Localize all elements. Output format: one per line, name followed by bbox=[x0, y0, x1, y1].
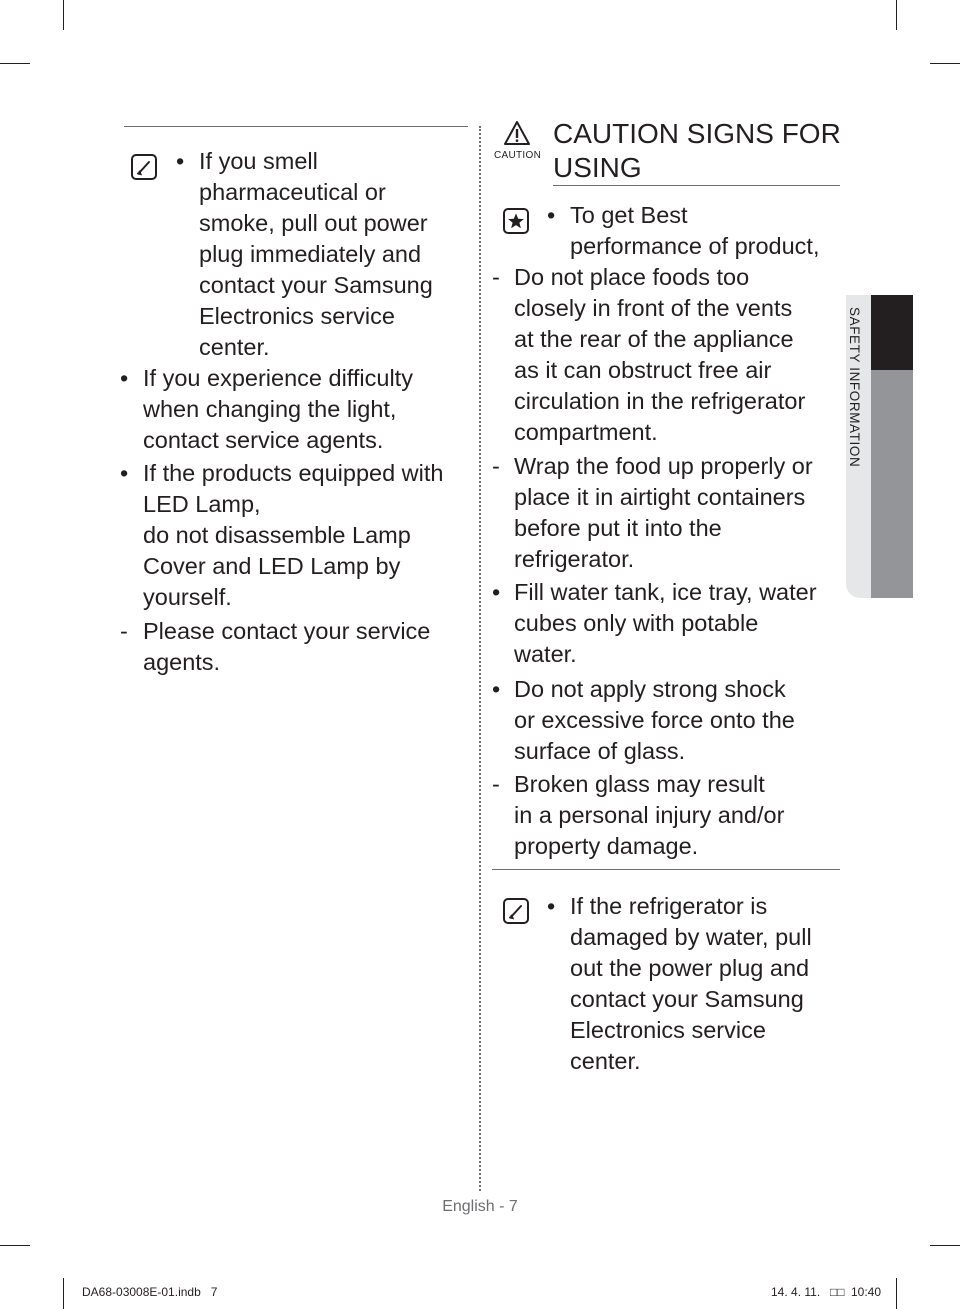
bullet-text-line: Do not apply strong shock bbox=[514, 676, 786, 702]
note-icon bbox=[131, 154, 157, 180]
bullet-glyph: • bbox=[176, 148, 185, 174]
note-text-line: contact your Samsung bbox=[199, 272, 433, 298]
crop-mark bbox=[0, 1245, 30, 1246]
dash-text-line: Wrap the food up properly or bbox=[514, 453, 813, 479]
bullet-text-line: Fill water tank, ice tray, water bbox=[514, 579, 817, 605]
star-icon bbox=[503, 208, 529, 234]
bullet-text-line: when changing the light, bbox=[143, 396, 397, 422]
note-text-line: Electronics service bbox=[570, 1017, 766, 1043]
bullet-text-line: surface of glass. bbox=[514, 738, 686, 764]
bullet-text-line: Cover and LED Lamp by bbox=[143, 553, 401, 579]
note-text-line: contact your Samsung bbox=[570, 986, 804, 1012]
caution-label: CAUTION bbox=[494, 150, 542, 161]
bullet-glyph: • bbox=[547, 893, 556, 919]
dash-text-line: in a personal injury and/or bbox=[514, 802, 785, 828]
heading-rule bbox=[553, 185, 840, 186]
dash-text-line: property damage. bbox=[514, 833, 699, 859]
dash-text-line: Please contact your service bbox=[143, 618, 431, 644]
bullet-glyph: • bbox=[120, 365, 129, 391]
left-top-rule bbox=[124, 126, 468, 127]
note-text-line: center. bbox=[199, 334, 270, 360]
bullet-glyph: • bbox=[492, 676, 501, 702]
dash-glyph: - bbox=[492, 264, 500, 290]
note-text-line: If the refrigerator is bbox=[570, 893, 768, 919]
side-tab-grey-block bbox=[871, 370, 913, 598]
crop-mark bbox=[63, 0, 64, 30]
dash-glyph: - bbox=[120, 618, 128, 644]
note-text-line: Electronics service bbox=[199, 303, 395, 329]
note-text-line: out the power plug and bbox=[570, 955, 810, 981]
bullet-text-line: do not disassemble Lamp bbox=[143, 522, 411, 548]
crop-mark bbox=[896, 1278, 897, 1309]
page-number: English - 7 bbox=[442, 1198, 518, 1215]
dash-text-line: Broken glass may result bbox=[514, 771, 765, 797]
bullet-text-line: If you experience difficulty bbox=[143, 365, 413, 391]
column-divider bbox=[479, 126, 481, 1191]
section-rule bbox=[492, 869, 840, 870]
note-text-line: damaged by water, pull bbox=[570, 924, 812, 950]
bullet-glyph: • bbox=[120, 460, 129, 486]
slug-date: 14. 4. 11. bbox=[771, 1285, 821, 1299]
bullet-text-line: water. bbox=[514, 641, 577, 667]
caution-triangle-icon bbox=[503, 120, 531, 146]
bullet-glyph: • bbox=[492, 579, 501, 605]
crop-mark bbox=[63, 1278, 64, 1309]
dash-text-line: circulation in the refrigerator bbox=[514, 388, 806, 414]
side-tab-label: SAFETY INFORMATION bbox=[847, 307, 862, 468]
bullet-text-line: yourself. bbox=[143, 584, 232, 610]
slug-marks: □□ bbox=[830, 1285, 845, 1299]
dash-text-line: place it in airtight containers bbox=[514, 484, 806, 510]
crop-mark bbox=[0, 63, 30, 64]
dash-glyph: - bbox=[492, 453, 500, 479]
dash-glyph: - bbox=[492, 771, 500, 797]
slug-time: 10:40 bbox=[851, 1285, 882, 1299]
dash-text-line: at the rear of the appliance bbox=[514, 326, 794, 352]
side-tab-dark-block bbox=[871, 295, 913, 370]
dash-text-line: agents. bbox=[143, 649, 221, 675]
bullet-text-line: If the products equipped with bbox=[143, 460, 444, 486]
section-heading: USING bbox=[553, 152, 642, 183]
note-text-line: If you smell bbox=[199, 148, 318, 174]
star-text-line: To get Best bbox=[570, 202, 688, 228]
crop-mark bbox=[930, 63, 960, 64]
crop-mark bbox=[896, 0, 897, 30]
dash-text-line: closely in front of the vents bbox=[514, 295, 793, 321]
bullet-text-line: LED Lamp, bbox=[143, 491, 261, 517]
dash-text-line: compartment. bbox=[514, 419, 658, 445]
note-icon bbox=[503, 898, 529, 924]
dash-text-line: before put it into the bbox=[514, 515, 722, 541]
note-text-line: plug immediately and bbox=[199, 241, 422, 267]
dash-text-line: as it can obstruct free air bbox=[514, 357, 772, 383]
bullet-text-line: or excessive force onto the bbox=[514, 707, 795, 733]
crop-mark bbox=[930, 1245, 960, 1246]
slug-file: DA68-03008E-01.indb 7 bbox=[82, 1285, 218, 1299]
dash-text-line: Do not place foods too bbox=[514, 264, 750, 290]
bullet-text-line: cubes only with potable bbox=[514, 610, 759, 636]
note-text-line: center. bbox=[570, 1048, 641, 1074]
section-heading: CAUTION SIGNS FOR bbox=[553, 118, 841, 149]
note-text-line: pharmaceutical or bbox=[199, 179, 386, 205]
dash-text-line: refrigerator. bbox=[514, 546, 635, 572]
bullet-text-line: contact service agents. bbox=[143, 427, 384, 453]
note-text-line: smoke, pull out power bbox=[199, 210, 428, 236]
bullet-glyph: • bbox=[547, 202, 556, 228]
star-text-line: performance of product, bbox=[570, 233, 820, 259]
